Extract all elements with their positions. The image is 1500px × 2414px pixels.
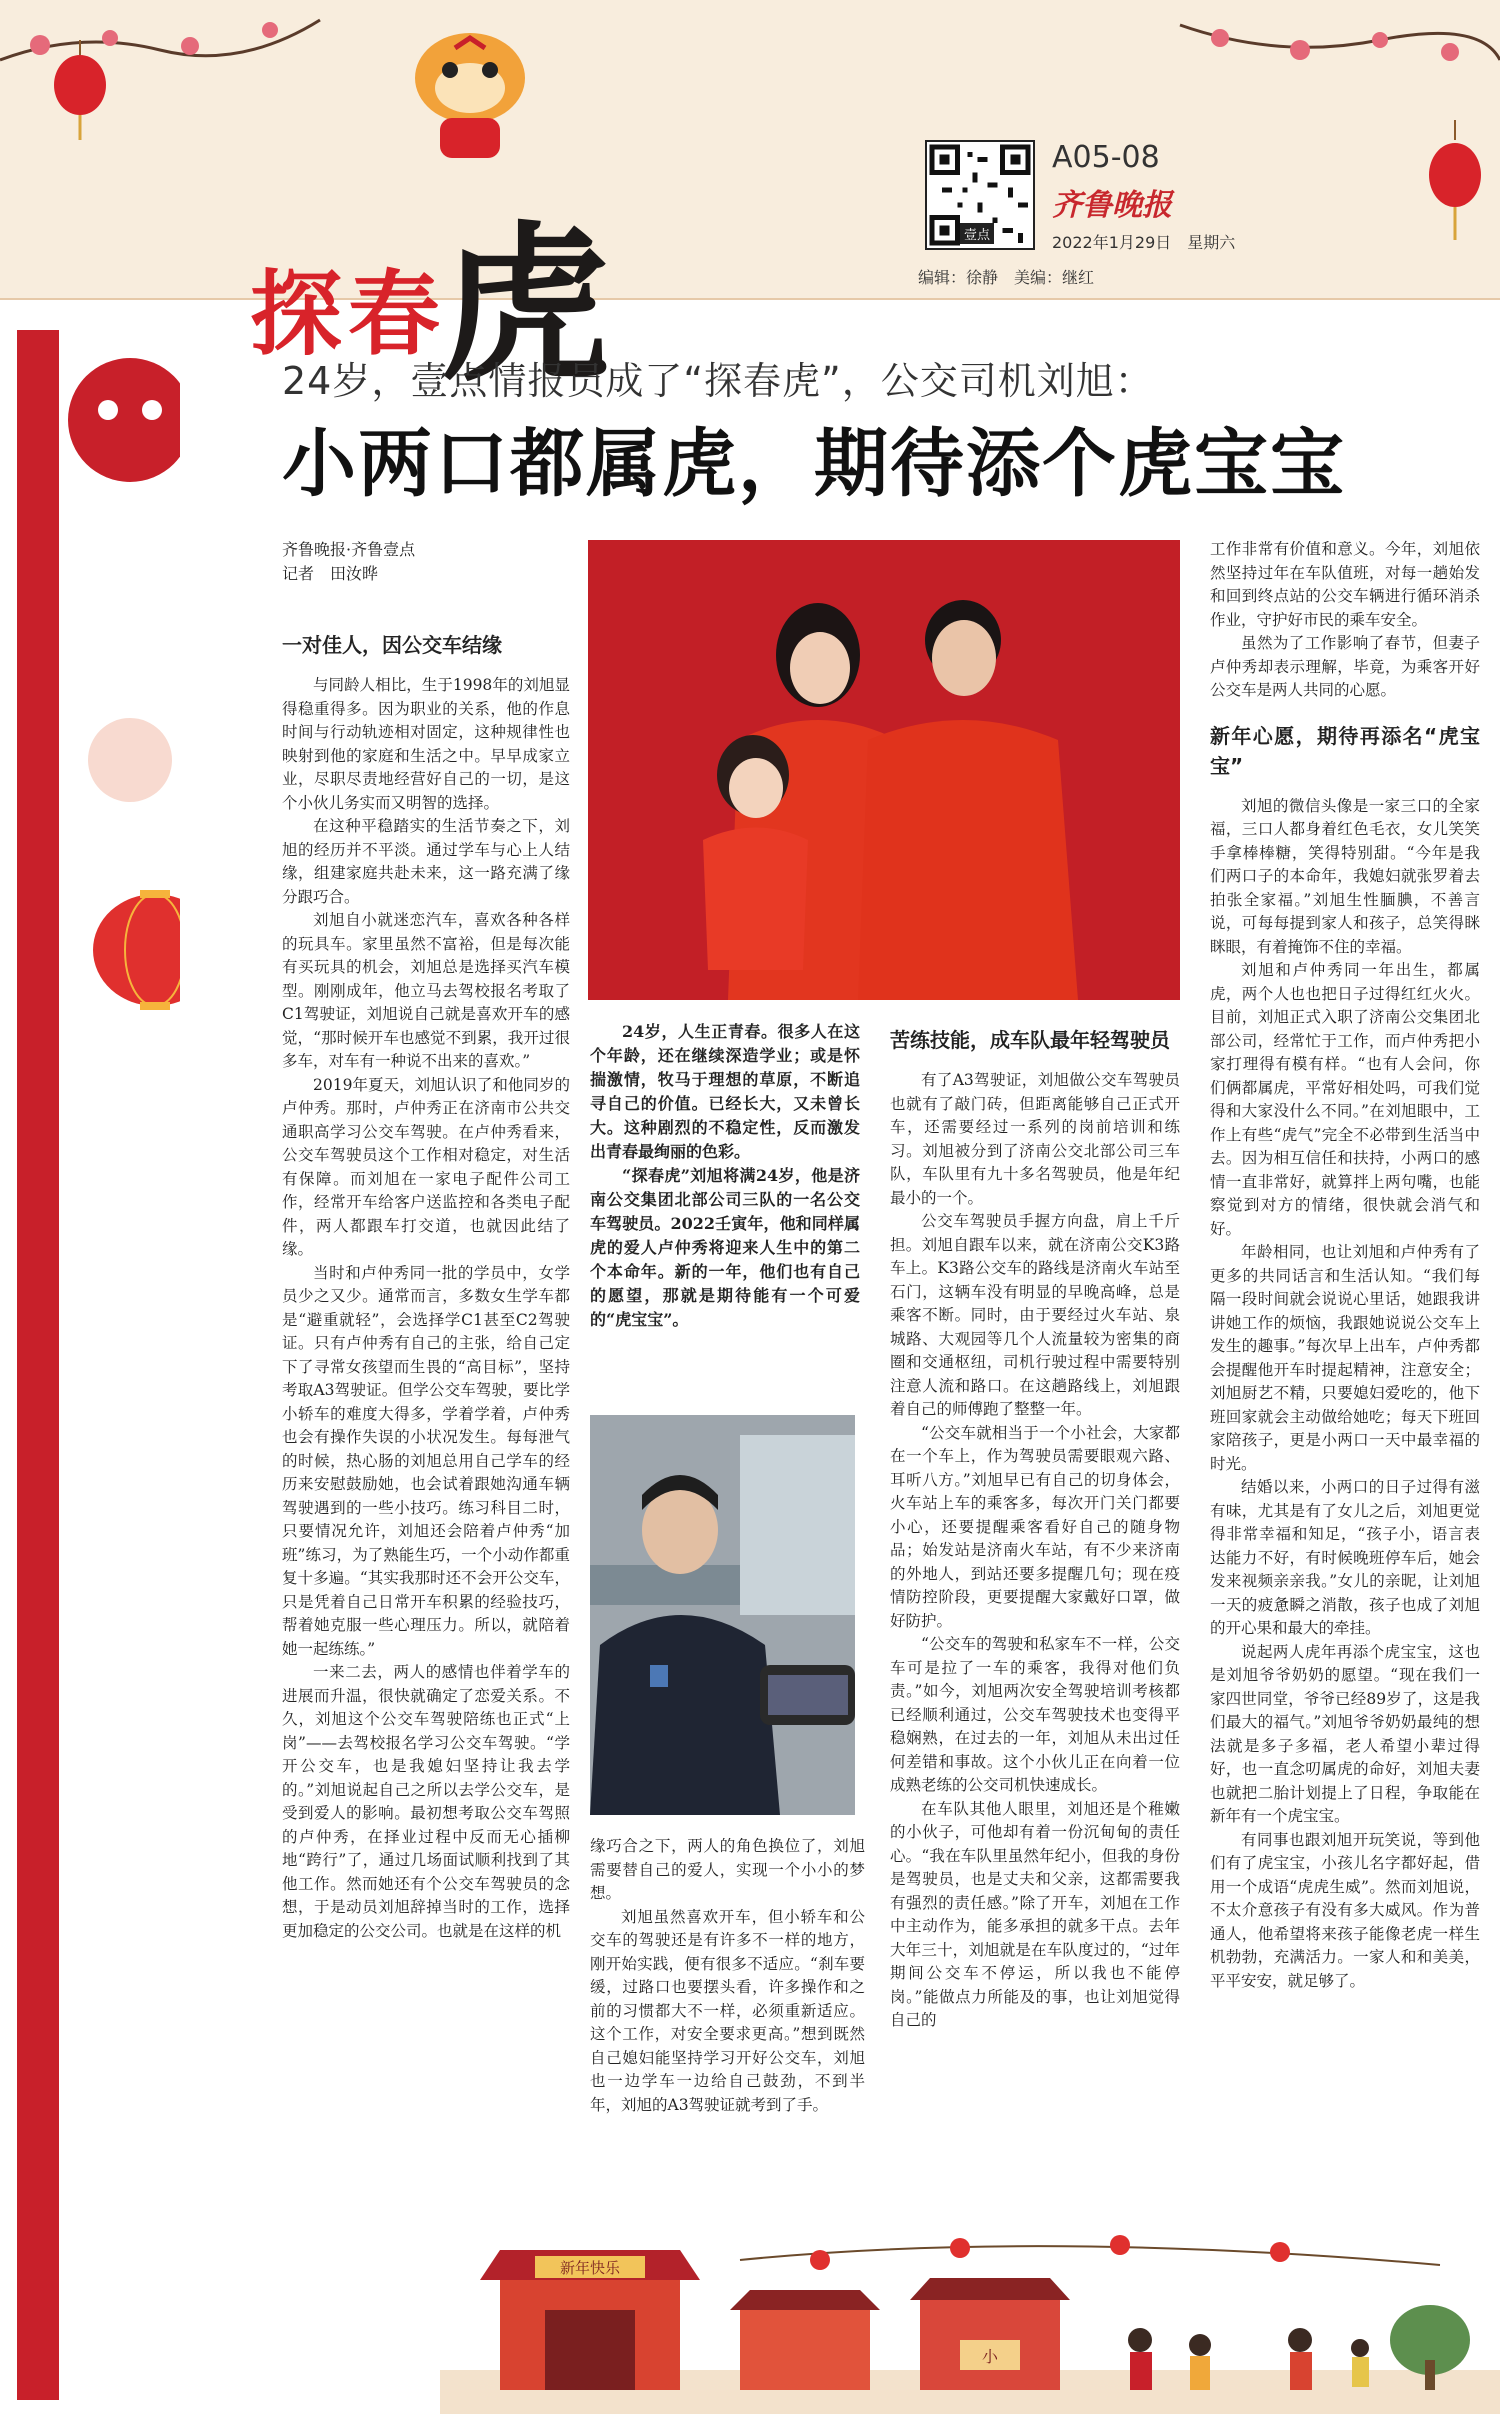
masthead-title-part1: 探春 [250, 261, 447, 368]
paper-name: 齐鲁晚报 [1052, 188, 1172, 223]
paragraph: 有同事也跟刘旭开玩笑说，等到他们有了虎宝宝，小孩儿名字都好起，借用一个成语“虎虎生威”。然而刘旭说，不太介意孩子有没有多大威风。作为普通人，他希望将来孩子能像老虎一样生机勃勃，充满活力。一家人和和美美，平平安安，就足够了。 [1210, 1830, 1480, 1990]
paragraph: 公交车驾驶员手握方向盘，肩上千斤担。刘旭自跟车以来，就在济南公交K3路车上。K3路公交车的路线是济南火车站至石门，这辆车没有明显的早晚高峰，总是乘客不断。同时，由于要经过火车站、泉城路、大观园等几个人流量较为密集的商圈和交通枢纽，司机行驶过程中需要特别注意人流和路口。在这趟路线上，刘旭跟着自己的师傅跑了整整一年。 [890, 1212, 1180, 1418]
paragraph: 2019年夏天，刘旭认识了和他同岁的卢仲秀。那时，卢仲秀正在济南市公共交通职高学习公交车驾驶。在卢仲秀看来，公交车驾驶员这个工作相对稳定，对生活有保障。而刘旭在一家电子配件公司工作，经常开车给客户送监控和各类电子配件，两人都跟车打交道，也就因此结了缘。 [282, 1075, 570, 1258]
page-number: A05-08 [1052, 140, 1160, 175]
article-column-2 [590, 1835, 865, 2215]
paragraph: 刘旭自小就迷恋汽车，喜欢各种各样的玩具车。家里虽然不富裕，但是每次能有买玩具的机会，刘旭总是选择买汽车模型。刚刚成年，他立马去驾校报名考取了C1驾驶证，刘旭说自己就是喜欢开车的感觉，“那时候开车也感觉不到累，我开过很多车，对车有一种说不出来的喜欢。” [282, 911, 570, 1070]
paragraph: 刘旭虽然喜欢开车，但小轿车和公交车的驾驶还是有许多不一样的地方，刚开始实践，便有很多不适应。“刹车要缓，过路口也要摆头看，许多操作和之前的习惯都大不一样，必须重新适应。这个工作，对安全要求更高。”想到既然自己媳妇能坚持学习开好公交车，刘旭也一边学车一边给自己鼓劲，不到半年，刘旭的A3驾驶证就考到了手。 [590, 1907, 865, 2114]
subhead-1: 一对佳人，因公交车结缘 [282, 633, 502, 657]
editors-credit: 编辑：徐静 美编：继红 [918, 268, 1095, 287]
paragraph: 工作非常有价值和意义。今年，刘旭依然坚持过年在车队值班，对每一趟始发和回到终点站的公交车辆进行循环消杀作业，守护好市民的乘车安全。 [1210, 540, 1480, 629]
article-kicker: 24岁，壹点情报员成了“探春虎”，公交司机刘旭： [282, 359, 1154, 403]
article-intro [590, 1020, 860, 1332]
byline-source: 齐鲁晚报·齐鲁壹点 [282, 540, 416, 559]
paragraph: 虽然为了工作影响了春节，但妻子卢仲秀却表示理解，毕竟，为乘客开好公交车是两人共同的心愿。 [1210, 634, 1480, 699]
paragraph: 当时和卢仲秀同一批的学员中，女学员少之又少。通常而言，多数女生学车都是“避重就轻”，会选择学C1甚至C2驾驶证。只有卢仲秀有自己的主张，给自己定下了寻常女孩望而生畏的“高目标”，坚持考取A3驾驶证。但学公交车驾驶，要比学小轿车的难度大得多，学着学着，卢仲秀也会有操作失误的小状况发生。每每泄气的时候，热心肠的刘旭总用自己学车的经历来安慰鼓励她，也会试着跟她沟通车辆驾驶遇到的一些小技巧。练习科目二时，只要情况允许，刘旭还会陪着卢仲秀“加班”练习，为了熟能生巧，一个小动作都重复十多遍。“其实我那时还不会开公交车，只是凭着自己日常开车积累的经验技巧，帮着她克服一些心理压力。所以，就陪着她一起练练。” [282, 1263, 570, 1658]
paragraph: “公交车就相当于一个小社会，大家都在一个车上，作为驾驶员需要眼观六路、耳听八方。”刘旭早已有自己的切身体会，火车站上车的乘客多，每次开门关门都要小心，还要提醒乘客看好自己的随身物品；始发站是济南火车站，有不少来济南的外地人，到站还要多提醒几句；现在疫情防控阶段，更要提醒大家戴好口罩，做好防护。 [890, 1423, 1180, 1630]
qr-label: 壹点 [960, 223, 994, 244]
lantern-icon [1425, 120, 1485, 240]
paragraph: 刘旭和卢仲秀同一年出生，都属虎，两个人也也把日子过得红红火火。目前，刘旭正式入职了济南公交集团北部公司，经常忙于工作，而卢仲秀把小家打理得有模有样。“也有人会问，你们俩都属虎，平常好相处吗，可我们觉得和大家没什么不同。”在刘旭眼中，工作上有些“虎气”完全不必带到生活当中去。因为相互信任和扶持，小两口的感情一直非常好，就算拌上两句嘴，也能察觉到对方的情绪，很快就会消气和好。 [1210, 961, 1480, 1238]
side-decoration [0, 330, 180, 2400]
paragraph: “公交车的驾驶和私家车不一样，公交车可是拉了一车的乘客，我得对他们负责。”如今，刘旭两次安全驾驶培训考核都已经顺利通过，公交车驾驶技术也变得平稳娴熟，在过去的一年，刘旭从未出过任何差错和事故。这个小伙儿正在向着一位成熟老练的公交司机快速成长。 [890, 1635, 1180, 1794]
byline [282, 538, 570, 586]
family-photo-illustration [588, 540, 1180, 1000]
paragraph: 有了A3驾驶证，刘旭做公交车驾驶员也就有了敲门砖，但距离能够自己正式开车，还需要经过一系列的岗前培训和练习。刘旭被分到了济南公交北部公司三车队，车队里有九十多名驾驶员，他是年纪最小的一个。 [890, 1071, 1180, 1207]
paragraph: 缘巧合之下，两人的角色换位了，刘旭需要替自己的爱人，实现一个小小的梦想。 [590, 1837, 865, 1902]
article-column-3 [890, 1025, 1180, 2250]
intro-paragraph: “探春虎”刘旭将满24岁，他是济南公交集团北部公司三队的一名公交车驾驶员。2022壬寅年，他和同样属虎的爱人卢仲秀将迎来人生中的第二个本命年。新的一年，他们也有自己的愿望，那就是期待能有一个可爱的“虎宝宝”。 [590, 1166, 860, 1329]
article-headline: 小两口都属虎，期待添个虎宝宝 [282, 421, 1346, 507]
footer-sign: 新年快乐 [559, 2259, 621, 2277]
new-year-street-illustration [440, 2190, 1500, 2414]
paragraph: 在车队其他人眼里，刘旭还是个稚嫩的小伙子，可他却有着一份沉甸甸的责任心。“我在车队里虽然年纪小，但我的身份是驾驶员，也是丈夫和父亲，这都需要我有强烈的责任感。”除了开车，刘旭在工作中主动作为，能多承担的就多干点。去年大年三十，刘旭就是在车队度过的，“过年期间公交车不停运，所以我也不能停岗。”能做点力所能及的事，也让刘旭觉得自己的 [890, 1799, 1180, 2029]
street-scene [440, 2190, 1500, 2414]
paragraph: 与同龄人相比，生于1998年的刘旭显得稳重得多。因为职业的关系，他的作息时间与行动轨迹相对固定，这种规律性也映射到他的家庭和生活之中。早早成家立业，尽职尽责地经营好自己的一切，是这个小伙儿务实而又明智的选择。 [282, 676, 570, 812]
family-photo [588, 540, 1180, 1000]
article-column-1 [282, 538, 570, 2218]
paragraph: 在这种平稳踏实的生活节奏之下，刘旭的经历并不平淡。通过学车与心上人结缘，组建家庭共赴未来，这一路充满了缘分跟巧合。 [282, 817, 570, 906]
paragraph: 一来二去，两人的感情也伴着学车的进展而升温，很快就确定了恋爱关系。不久，刘旭这个公交车驾驶陪练也正式“上岗”——去驾校报名学习公交车驾驶。“学开公交车，也是我媳妇坚持让我去学的。”刘旭说起自己之所以去学公交车，是受到爱人的影响。最初想考取公交车驾照的卢仲秀，在择业过程中反而无心插柳地“跨行”了，通过几场面试顺利找到了其他工作。然而她还有个公交车驾驶员的念想，于是动员刘旭辞掉当时的工作，选择更加稳定的公交公司。也就是在这样的机 [282, 1663, 570, 1940]
paragraph: 说起两人虎年再添个虎宝宝，这也是刘旭爷爷奶奶的愿望。“现在我们一家四世同堂，爷爷已经89岁了，这是我们最大的福气。”刘旭爷爷奶奶最纯的想法就是多子多福，老人希望小辈过得好，也一直念叨属虎的命好，刘旭夫妻也就把二胎计划提上了日程，争取能在新年有一个虎宝宝。 [1210, 1642, 1480, 1825]
tiger-mascot-icon [395, 18, 545, 163]
driver-photo [590, 1415, 855, 1815]
driver-photo-illustration [590, 1415, 855, 1815]
subhead-2: 苦练技能，成车队最年轻驾驶员 [890, 1028, 1170, 1052]
lantern-icon [50, 40, 110, 140]
plum-blossom-decoration [0, 0, 1500, 140]
subhead-3: 新年心愿，期待再添名“虎宝宝” [1210, 723, 1480, 778]
paragraph: 年龄相同，也让刘旭和卢仲秀有了更多的共同话言和生活认知。“我们每隔一段时间就会说说心里话，她跟我讲讲她工作的烦恼，我跟她说说公交车上发生的趣事。”每次早上出车，卢仲秀都会提醒他开车时提起精神，注意安全；刘旭厨艺不精，只要媳妇爱吃的，他下班回家就会主动做给她吃；每天下班回家陪孩子，更是小两口一天中最幸福的时光。 [1210, 1243, 1480, 1473]
issue-date: 2022年1月29日 星期六 [1052, 233, 1236, 252]
footer-shop-sign: 小 [981, 2347, 999, 2366]
byline-reporter: 记者 田汝晔 [282, 564, 379, 583]
paragraph: 刘旭的微信头像是一家三口的全家福，三口人都身着红色毛衣，女儿笑笑手拿棒棒糖，笑得特别甜。“今年是我们两口子的本命年，我媳妇就张罗着去拍张全家福。”刘旭生性腼腆，不善言说，可每每提到家人和孩子，总笑得眯眯眼，有着掩饰不住的幸福。 [1210, 796, 1480, 956]
intro-paragraph: 24岁，人生正青春。很多人在这个年龄，还在继续深造学业；或是怀揣激情，牧马于理想的草原，不断追寻自己的价值。已经长大，又未曾长大。这种剧烈的不稳定性，反而激发出青春最绚丽的色彩。 [590, 1022, 860, 1161]
masthead-title-part2: 虎 [440, 207, 617, 405]
article-column-4 [1210, 538, 1480, 2118]
paragraph: 结婚以来，小两口的日子过得有滋有味，尤其是有了女儿之后，刘旭更觉得非常幸福和知足，“孩子小，语言表达能力不好，有时候晚班停车后，她会发来视频亲亲我。”女儿的亲昵，让刘旭一天的疲惫瞬之消散，孩子也成了刘旭的开心果和最大的牵挂。 [1210, 1478, 1480, 1637]
